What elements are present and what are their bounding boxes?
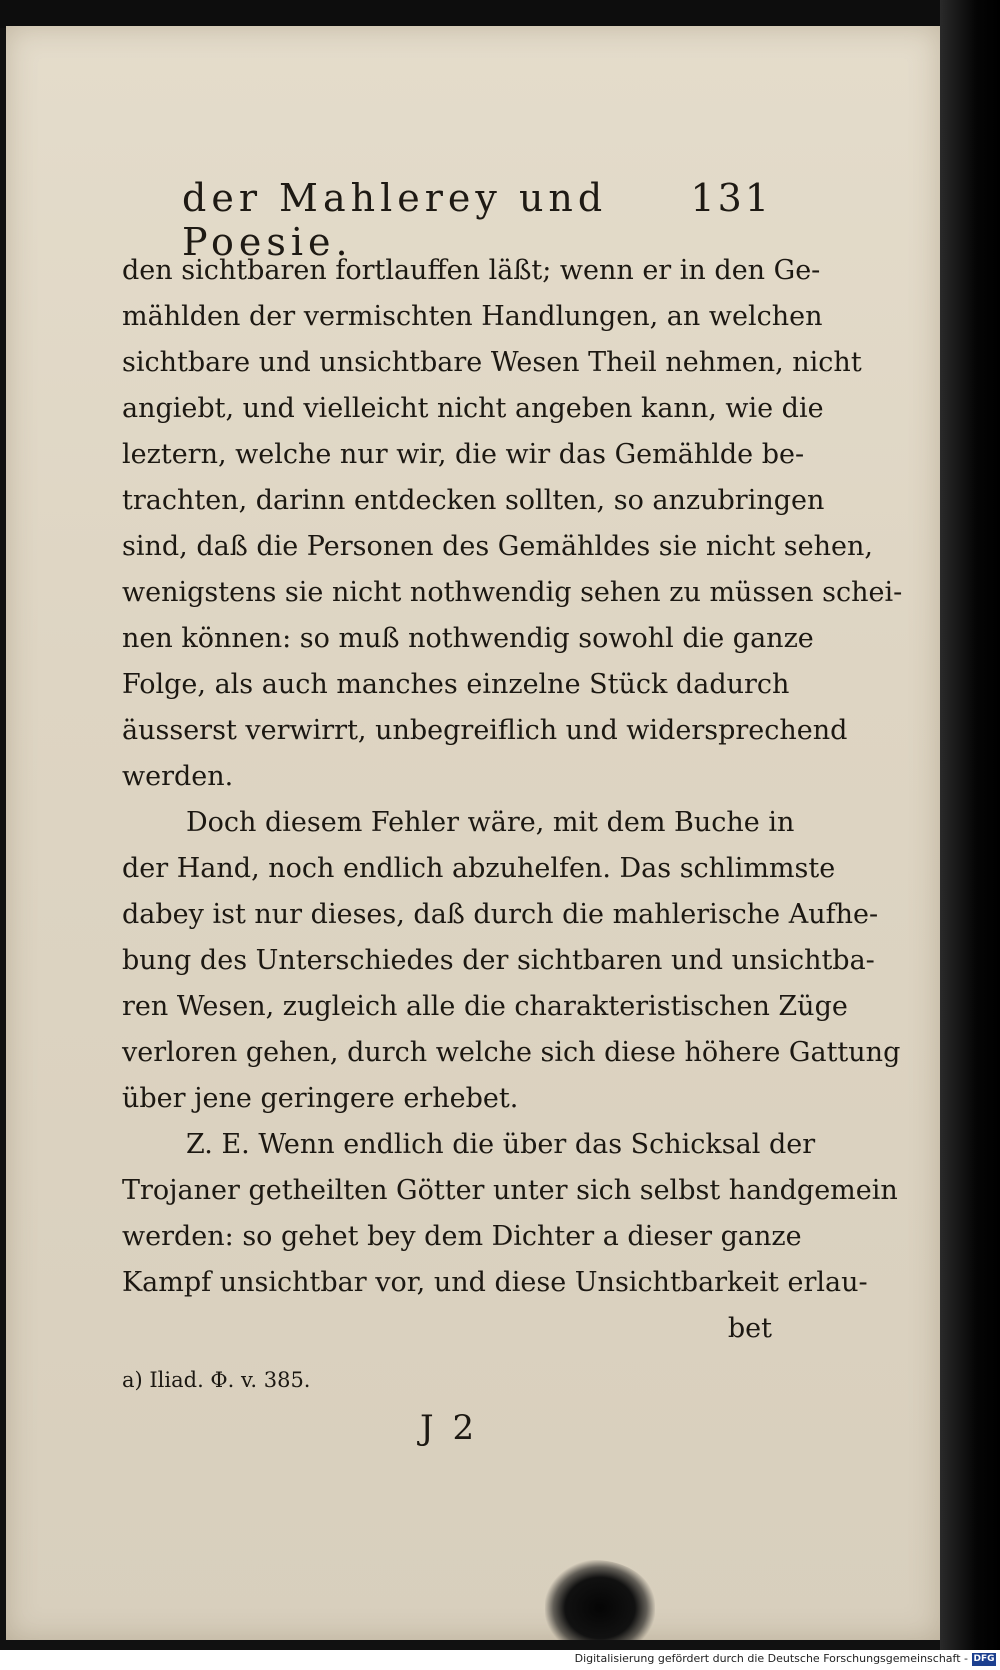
footnote: a) Iliad. Φ. v. 385. — [122, 1368, 311, 1392]
text-line: Folge, als auch manches einzelne Stück dadurch — [122, 669, 790, 700]
text-line: sichtbare und unsichtbare Wesen Theil nehmen, nicht — [122, 347, 862, 378]
text-line: sind, daß die Personen des Gemähldes sie nicht sehen, — [122, 531, 873, 562]
text-line: Kampf unsichtbar vor, und diese Unsichtbarkeit erlau- — [122, 1267, 868, 1298]
text-line: dabey ist nur dieses, daß durch die mahlerische Aufhe- — [122, 899, 879, 930]
text-line: trachten, darinn entdecken sollten, so anzubringen — [122, 485, 825, 516]
text-line: Doch diesem Fehler wäre, mit dem Buche in — [186, 807, 795, 838]
running-title: der Mahlerey und Poesie. — [182, 176, 608, 264]
text-line: ren Wesen, zugleich alle die charakteristischen Züge — [122, 991, 848, 1022]
text-line: bung des Unterschiedes der sichtbaren und unsichtba- — [122, 945, 875, 976]
spine-shadow — [940, 0, 1000, 1650]
digitization-credit: Digitalisierung gefördert durch die Deutsche Forschungsgemeinschaft - — [574, 1652, 968, 1665]
text-line: über jene geringere erhebet. — [122, 1083, 519, 1114]
text-line: nen können: so muß nothwendig sowohl die ganze — [122, 623, 814, 654]
text-line: äusserst verwirrt, unbegreiflich und widersprechend — [122, 715, 848, 746]
text-line: Trojaner getheilten Götter unter sich selbst handgemein — [122, 1175, 898, 1206]
text-line: werden. — [122, 761, 234, 792]
dfg-logo: DFG — [973, 1654, 995, 1664]
text-line: den sichtbaren fortlauffen läßt; wenn er in den Ge- — [122, 255, 821, 286]
text-line: mählden der vermischten Handlungen, an welchen — [122, 301, 823, 332]
text-line: der Hand, noch endlich abzuhelfen. Das schlimmste — [122, 853, 836, 884]
running-head — [182, 176, 772, 264]
text-line: angiebt, und vielleicht nicht angeben kann, wie die — [122, 393, 824, 424]
page-number: 131 — [690, 176, 772, 220]
text-line: werden: so gehet bey dem Dichter a dieser ganze — [122, 1221, 802, 1252]
catchword: bet — [727, 1313, 772, 1344]
scan-top-edge — [0, 0, 1000, 28]
body-text — [122, 248, 903, 1352]
text-line: verloren gehen, durch welche sich diese höhere Gattung — [122, 1037, 901, 1068]
signature-mark: J 2 — [420, 1408, 479, 1448]
text-line: leztern, welche nur wir, die wir das Gemählde be- — [122, 439, 805, 470]
footer-bar — [0, 1650, 1000, 1670]
text-line: wenigstens sie nicht nothwendig sehen zu müssen schei- — [122, 577, 903, 608]
text-line: Z. E. Wenn endlich die über das Schicksal der — [186, 1129, 816, 1160]
